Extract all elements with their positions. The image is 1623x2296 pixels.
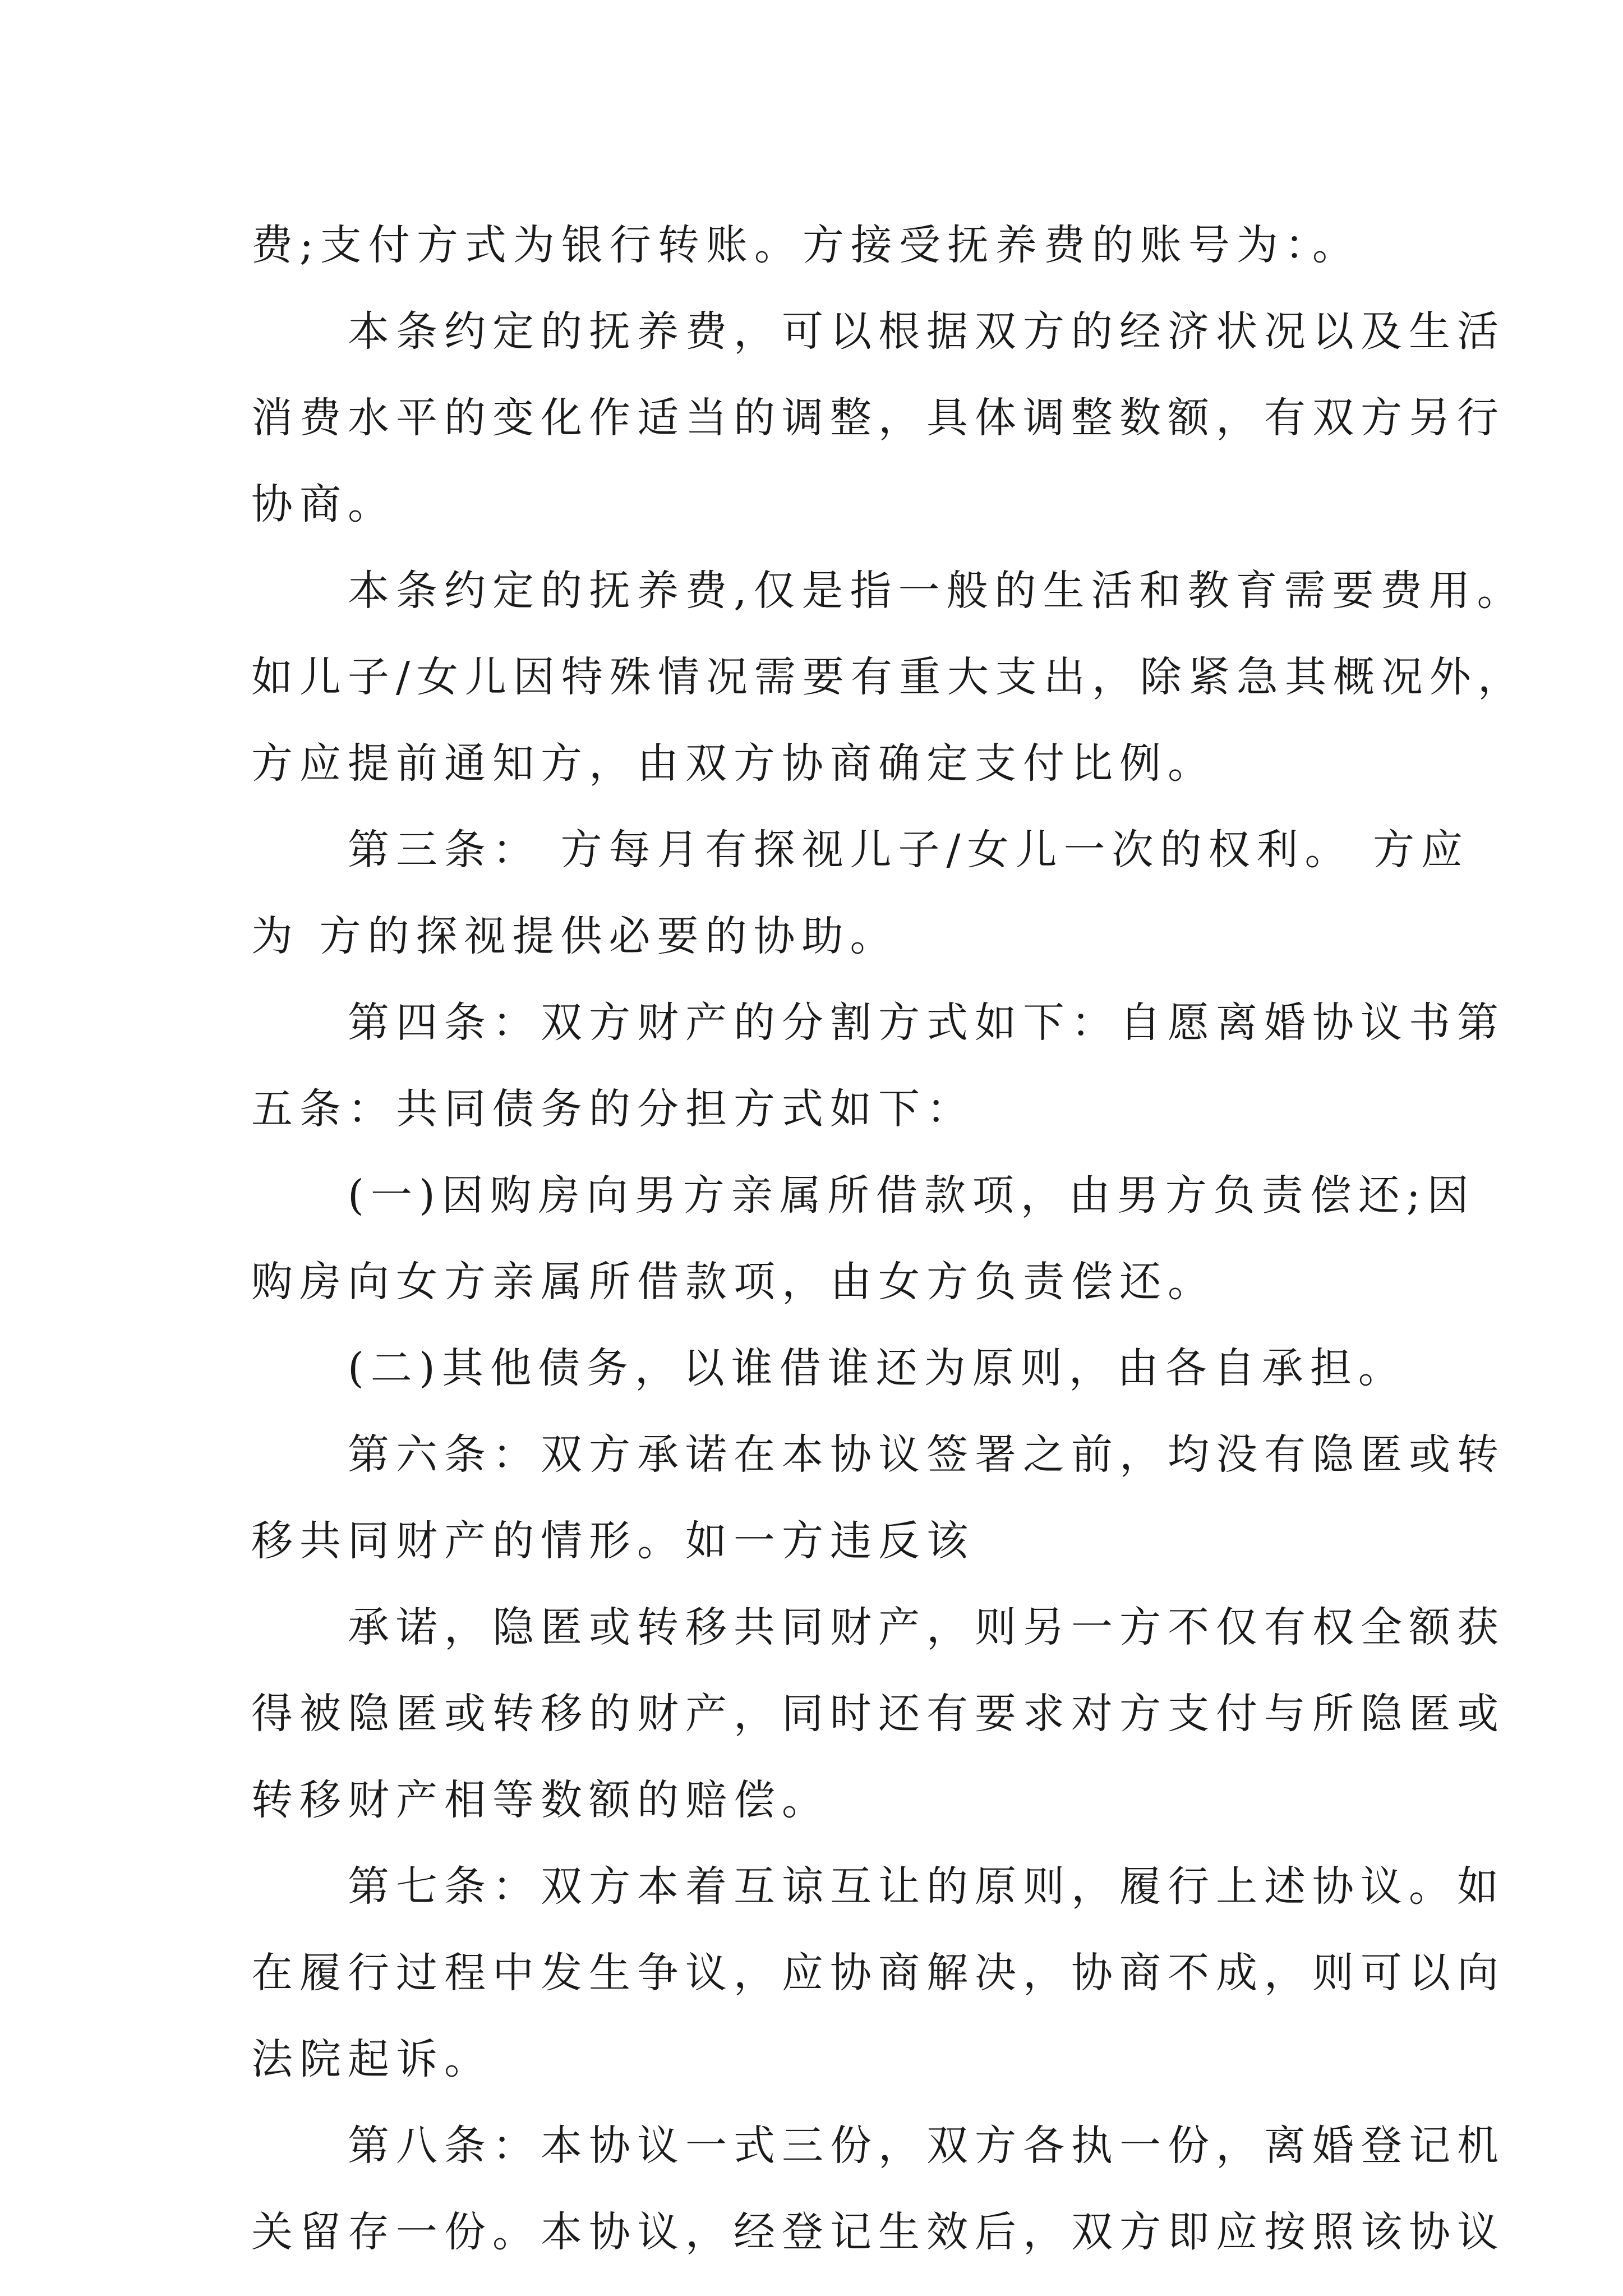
text-line: 移共同财产的情形。如一方违反该 (251, 1517, 975, 1565)
text-line: 本条约定的抚养费,仅是指一般的生活和教育需要费用。 (251, 567, 1525, 615)
text-line: 第七条：双方本着互谅互让的原则，履行上述协议。如 (251, 1862, 1505, 1911)
text-line: 协商。 (251, 480, 396, 528)
text-line: 第六条：双方承诺在本协议签署之前，均没有隐匿或转 (251, 1430, 1505, 1479)
text-line: 如儿子/女儿因特殊情况需要有重大支出，除紧急其概况外， (251, 653, 1526, 701)
text-line: 第三条： 方每月有探视儿子/女儿一次的权利。 方应 (251, 826, 1469, 874)
text-line: 为 方的探视提供必要的协助。 (251, 912, 898, 960)
text-line: (一)因购房向男方亲属所借款项，由男方负责偿还;因 (251, 1171, 1476, 1220)
text-line: 关留存一份。本协议，经登记生效后，双方即应按照该协议 (251, 2208, 1505, 2256)
text-line: 本条约定的抚养费，可以根据双方的经济状况以及生活 (251, 307, 1505, 356)
text-line: 消费水平的变化作适当的调整，具体调整数额，有双方另行 (251, 394, 1505, 442)
text-line: (二)其他债务，以谁借谁还为原则，由各自承担。 (251, 1344, 1407, 1392)
text-line: 第八条：本协议一式三份，双方各执一份，离婚登记机 (251, 2122, 1505, 2170)
text-line: 承诺，隐匿或转移共同财产，则另一方不仅有权全额获 (251, 1603, 1505, 1651)
text-line: 方应提前通知方，由双方协商确定支付比例。 (251, 739, 1216, 788)
text-line: 五条：共同债务的分担方式如下： (251, 1085, 975, 1133)
text-line: 法院起诉。 (251, 2035, 492, 2083)
text-line: 购房向女方亲属所借款项，由女方负责偿还。 (251, 1258, 1216, 1306)
text-line: 费;支付方式为银行转账。方接受抚养费的账号为：。 (251, 221, 1361, 269)
text-line: 第四条：双方财产的分割方式如下：自愿离婚协议书第 (251, 999, 1505, 1047)
text-line: 得被隐匿或转移的财产，同时还有要求对方支付与所隐匿或 (251, 1690, 1505, 1738)
text-line: 在履行过程中发生争议，应协商解决，协商不成，则可以向 (251, 1949, 1505, 1997)
text-line: 转移财产相等数额的赔偿。 (251, 1776, 830, 1824)
document-body (251, 202, 1526, 2275)
